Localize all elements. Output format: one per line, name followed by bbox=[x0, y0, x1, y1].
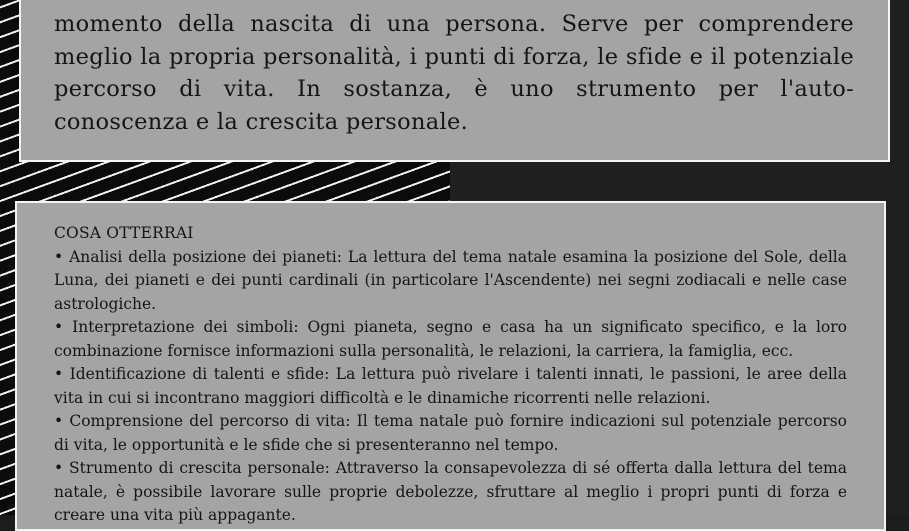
features-panel bbox=[15, 201, 886, 531]
intro-panel bbox=[19, 0, 890, 162]
feature-item: • Comprensione del percorso di vita: Il tema natale può fornire indicazioni sul potenziale percorso di vita, le opportunità e le sfide che si presenteranno nel tempo. bbox=[54, 412, 847, 454]
feature-item: • Analisi della posizione dei pianeti: La lettura del tema natale esamina la posizione del Sole, della Luna, dei pianeti e dei punti cardinali (in particolare l'Ascendente) nei segni zodiacali e nelle case astrologiche. bbox=[54, 247, 847, 313]
feature-item: • Interpretazione dei simboli: Ogni pianeta, segno e casa ha un significato specifico, e la loro combinazione fornisce informazioni sulla personalità, le relazioni, la carriera, la famiglia, ecc. bbox=[54, 318, 847, 360]
feature-item: • Identificazione di talenti e sfide: La lettura può rivelare i talenti innati, le passioni, le aree della vita in cui si incontrano maggiori difficoltà e le dinamiche ricorrenti nelle relazioni. bbox=[54, 365, 847, 407]
feature-item: • Strumento di crescita personale: Attraverso la consapevolezza di sé offerta dalla lettura del tema natale, è possibile lavorare sulle proprie debolezze, sfruttare al meglio i propri punti di forza e creare una vita più appagante. bbox=[54, 459, 847, 524]
intro-text: momento della nascita di una persona. Serve per comprendere meglio la propria personalità, i punti di forza, le sfide e il potenziale percorso di vita. In sostanza, è uno strumento per l'auto-conoscenza e la crescita personale. bbox=[54, 11, 854, 135]
features-heading: COSA OTTERRAI bbox=[54, 224, 194, 242]
